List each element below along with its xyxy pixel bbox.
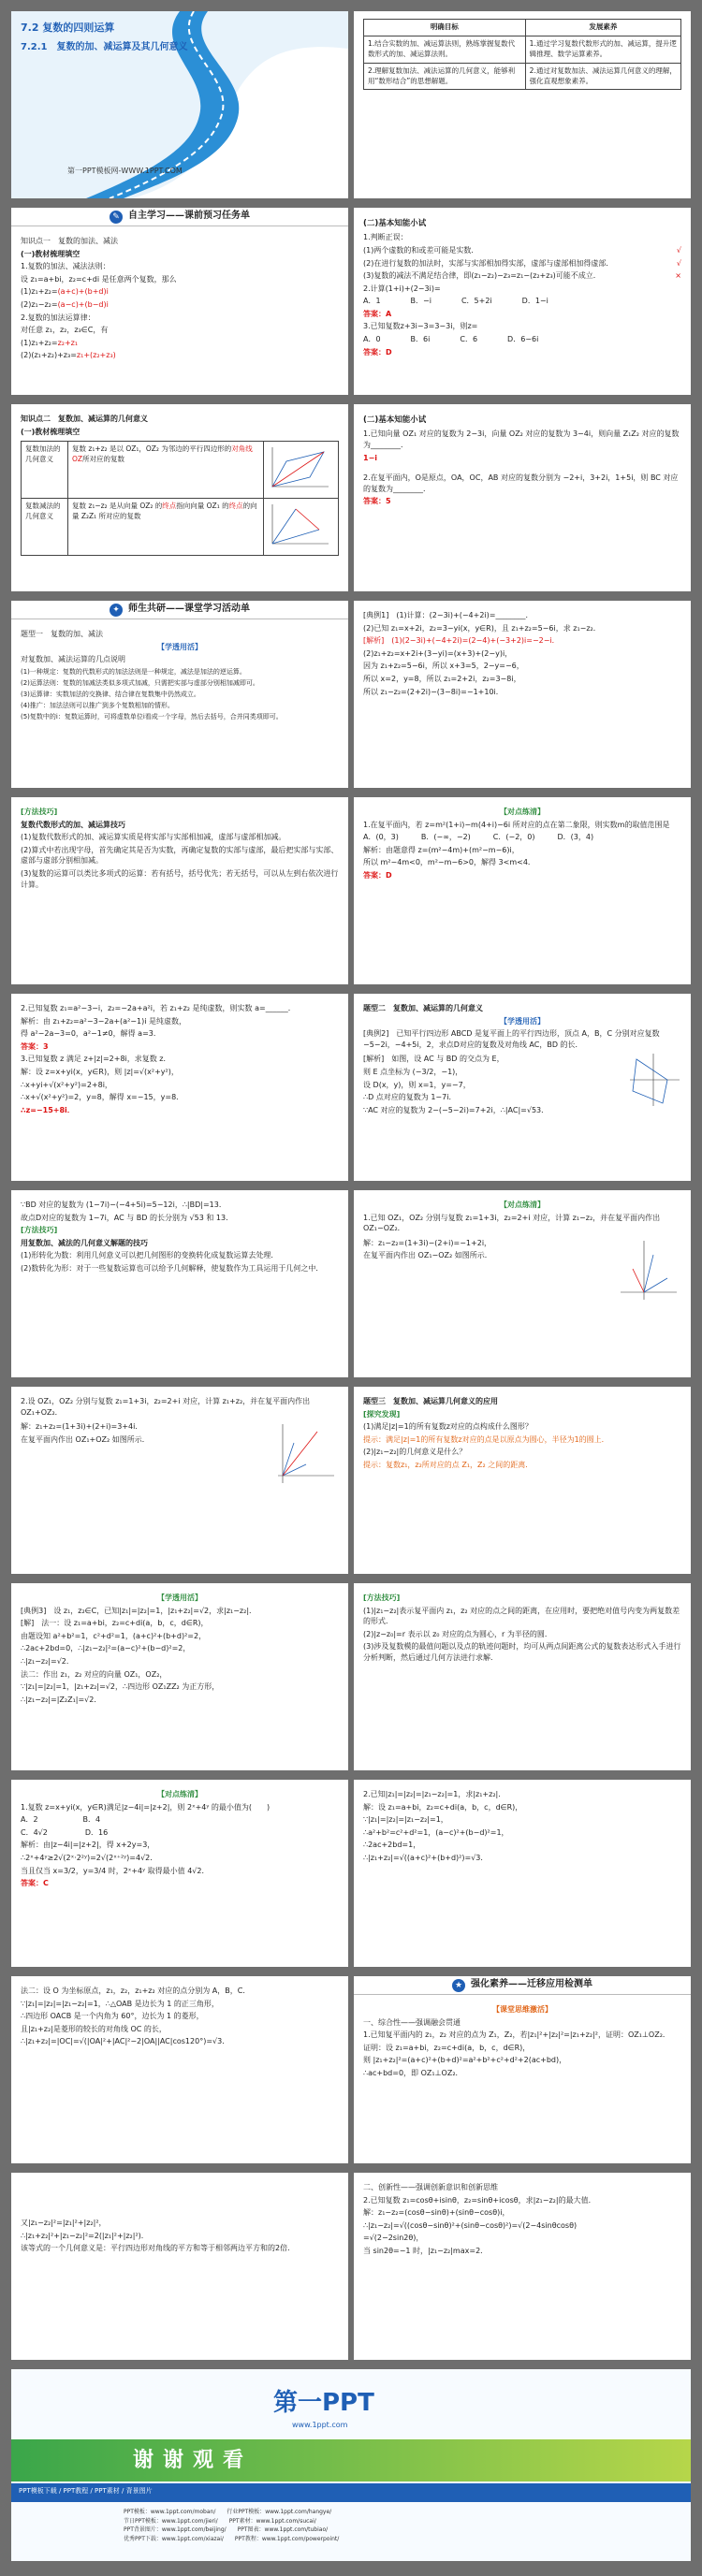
question: 2.已知复数 z₁=cosθ+isinθ，z₂=sinθ+icosθ，求|z₁−z₂|的最大值． [363,2195,596,2205]
vector-diagram [616,1236,681,1302]
thanks-text: 谢谢观看 [133,2449,254,2472]
solution: ∴a²+b²=c²+d²=1，(a−c)²+(b−d)²=1， [363,1827,509,1837]
text-line: ∴|z₁+z₂|=|OC|=√(|OA|²+|AC|²−2|OA||AC|cos120°)=√3． [21,2037,230,2046]
links-block [124,2508,339,2543]
text-line: (2)|z−z₀|=r 表示以 z₀ 对应的点为圆心，r 为半径的圆． [363,1629,552,1638]
example-question: [典例2] 已知平行四边形 ABCD 是复平面上的平行四边形，顶点 A，B，C 分别对应复数 −5−2i，−4+5i，2，求点D对应的复数及对角线 AC，BD 的长． [363,1029,660,1049]
slide-practice-1 [354,797,691,984]
options: A．0 B．6i C．6 D．6−6i [363,335,539,344]
question: (2)|z₁−z₂|的几何意义是什么？ [363,1448,467,1457]
slide-innovation [354,2173,691,2360]
solution: ∴2ac+2bd=1， [363,1841,421,1850]
subheading: (一)教材梳理填空 [21,249,80,258]
vector-diagram [264,499,339,556]
solution: 得 a²−2a−3=0，a²−1≠0，解得 a=3． [21,1029,161,1039]
teacher-icon: ✦ [110,604,123,617]
answer: 答案：D [363,347,392,357]
answer: 答案：D [363,870,392,880]
slide-reinforce [354,1976,691,2163]
slide-thanks [11,2369,691,2561]
solution: [解析] (1)(2−3i)+(−4+2i)=(2−4)+(−3+2)i=−2−i． [363,636,560,646]
link-line[interactable]: PPT模板：www.1ppt.com/moban/ 行业PPT模板：www.1ppt.com/hangye/ [124,2509,332,2515]
text-line: 2.复数的加法运算律： [21,313,95,322]
table-cell: 1.结合实数的加、减运算法则，熟练掌握复数代数形式的加、减运算法则。 [364,36,526,63]
method-badge: [方法技巧] [21,1226,58,1235]
table-cell: 2.通过对复数加法、减法运算几何意义的理解，强化直观想象素养。 [525,63,680,90]
objectives-table [363,19,681,90]
text-line: (3)涉及复数模的最值问题以及点的轨迹问题时，均可从两点间距离公式的复数表达形式入手进行分析判断，然后通过几何方法进行求解． [363,1642,681,1662]
example-question: [典例1] (1)计算：(2−3i)+(−4+2i)=________． [363,611,534,619]
fill-answer: z₁+(z₂+z₃) [76,351,116,360]
slide-self-study: ✎ 自主学习——课前预习任务单 知识点一 复数的加法、减法 (一)教材梳理填空 1.复数的加法、减法法则： 设 z₁=a+bi，z₂=c+di 是任意两个复数，那么 (1)z₁+z₂=(a+c)+(b+d)i (2)z₁−z₂=(a−c)+(b−d)i 2.复数的加法运算律： 对任意 z₁，z₂，z₃∈C，有 (1)z₁+z₂=z₂+z₁ (2)(z₁+z₂)+z₃=z₁+(z₂+z₃) [11,208,348,395]
solution: ∴|z₁−z₂|=√2． [21,1656,74,1666]
solution: ∵|z₁|=|z₂|=|z₁−z₂|=1， [363,1815,448,1825]
solution: 解：z₁−z₂=(cosθ−sinθ)+(sinθ−cosθ)i， [363,2208,510,2218]
options: A．2 B．4 [21,1815,101,1825]
slide-topic-3 [354,1387,691,1574]
answer: 答案：5 [363,497,391,506]
text-line: ∴|z₁+z₂|²+|z₁−z₂|²=2(|z₁|²+|z₂|²)． [21,2231,149,2240]
hint: 提示：复数z₁，z₂所对应的点 Z₁，Z₂ 之间的距离． [363,1460,534,1469]
solution: 所以 m²−4m<0，m²−m−6>0，解得 3<m<4． [363,858,535,867]
options: C．4√2 D．16 [21,1827,109,1837]
slide-example-1 [354,601,691,788]
solution: 当且仅当 x=3/2，y=3/4 时，2ˣ+4ʸ 取得最小值 4√2． [21,1866,210,1875]
solution: 因为 z₁+z₂=5−6i，所以 x+3=5，2−y=−6， [363,662,524,671]
section-heading: ★ 强化素养——迁移应用检测单 [354,1976,691,1995]
text-line: (5)复数中的i：复数运算时，可将虚数单位i看成一个字母，然后去括号，合并同类项即可。 [21,713,283,721]
link-line[interactable]: PPT背景图片：www.1ppt.com/beijing/ PPT图表：www.1ppt.com/tubiao/ [124,2526,329,2534]
slide-title [11,11,348,198]
slide-geometric-meaning [11,404,348,591]
solution: 解：z₁+z₂=(1+3i)+(2+i)=3+4i． [21,1422,143,1432]
col-header: 发展素养 [525,20,680,36]
slide-practice-3 [354,1190,691,1377]
slide-method-1 [11,797,348,984]
slide-objectives [354,11,691,198]
text-line: (1)复数代数形式的加、减运算实质是将实部与实部相加减，虚部与虚部相加减。 [21,833,286,842]
solution: 在复平面内作出 OZ₁−OZ₂ 如图所示． [363,1251,492,1260]
footer-text: 第一PPT模板网-WWW.1PPT.COM [67,167,183,175]
section-heading: ✦ 师生共研——课堂学习活动单 [11,601,348,619]
table-cell: 1.通过学习复数代数形式的加、减运算，提升逻辑推理、数学运算素养。 [525,36,680,63]
tf-answer: × [675,271,681,281]
question: 3.已知复数 z 满足 z+|z|=2+8i，求复数 z． [21,1055,171,1064]
solution: ∵AC 对应的复数为 2−(−5−2i)=7+2i，∴|AC|=√53． [363,1105,549,1114]
section-heading: ✎ 自主学习——课前预习任务单 [11,208,348,226]
question: 3.已知复数z+3i−3=3−3i，则z= [363,322,478,331]
solution: 当 sin2θ=−1 时，|z₁−z₂|max=2． [363,2246,489,2255]
subheading: 一、综合性——强调融会贯通 [363,2017,461,2027]
text-line: (2)运算法则：复数的加减法类似多项式加减，只需把实部与虚部分别相加减即可。 [21,678,259,687]
table-cell: 复数 z₁−z₂ 是从向量 OZ₂ 的终点指向向量 OZ₁ 的终点的向量 Z₂Z₁ 所对应的复数 [68,499,264,556]
vector-sum-diagram [273,1419,339,1485]
text-line: 故点D对应的复数为 1−7i，AC 与 BD 的长分别为 √53 和 13． [21,1213,234,1222]
answer: 答案：C [21,1879,49,1888]
solution: 证明：设 z₁=a+bi，z₂=c+di(a，b，c，d∈R)， [363,2043,531,2052]
badge: 【学透用活】 [500,1016,545,1026]
slide-practice-2 [11,994,348,1181]
col-header: 明确目标 [364,20,526,36]
badge: 【对点练清】 [500,808,545,816]
question: 2.已知|z₁|=|z₂|=|z₁−z₂|=1，求|z₁+z₂|． [363,1790,506,1798]
subheading: (二)基本知能小试 [363,415,427,425]
explore-badge: [探究发现] [363,1409,401,1419]
solution: 解析：由|z−4i|=|z+2|，得 x+2y=3， [21,1841,155,1850]
row-label: 复数减法的几何意义 [22,499,68,556]
example-question: (2)已知 z₁=x+2i，z₂=3−yi(x，y∈R)，且 z₁+z₂=5−6i，求 z₁−z₂． [363,623,601,633]
solution: ∴|z₁−z₂|=|Z₂Z₁|=√2． [21,1695,102,1704]
solution: 所以 x=2，y=8，所以 z₁=2+2i，z₂=3−8i， [363,674,521,683]
text-line: ∵BD 对应的复数为 (1−7i)−(−4+5i)=5−12i，∴|BD|=13． [21,1201,227,1209]
question: 1.在复平面内，若 z=m²(1+i)−m(4+i)−6i 所对应的点在第二象限，则实数m的取值范围是 [363,820,670,829]
parallelogram-abcd-diagram [625,1052,681,1108]
text-line: ∵|z₁|=|z₂|=|z₁−z₂|=1，∴△OAB 是边长为 1 的正三角形， [21,1999,219,2008]
text-line: 1.复数的加法、减法法则： [21,262,110,271]
text-line: 法二：设 O 为坐标原点，z₁，z₂，z₁+z₂ 对应的点分别为 A，B，C． [21,1987,251,1995]
book-icon: ✎ [110,211,123,224]
parallelogram-diagram [264,442,339,499]
fill-answer: (a+c)+(b+d)i [57,287,109,297]
solution: 则 |z₁+z₂|²=(a+c)²+(b+d)²=a²+b²+c²+d²+2(ac+bd)， [363,2056,567,2065]
text-line: 设 z₁=a+bi，z₂=c+di 是任意两个复数，那么 [21,274,177,284]
slide-method-3 [354,1583,691,1770]
tf-answer: √ [676,258,681,268]
badge: 【课堂思维激活】 [492,2005,552,2014]
question: 1.已知向量 OZ₁ 对应的复数为 2−3i，向量 OZ₂ 对应的复数为 3−4i，则向量 Z₁Z₂ 对应的复数为________． [363,429,680,449]
tf-answer: √ [676,245,681,255]
row-label: 复数加法的几何意义 [22,442,68,499]
link-line[interactable]: 节日PPT模板：www.1ppt.com/jieri/ PPT素材：www.1ppt.com/sucai/ [124,2517,316,2525]
solution: 由题设知 a²+b²=1，c²+d²=1，(a+c)²+(b+d)²=2， [21,1631,207,1640]
slide-practice-6 [354,1780,691,1967]
text-line: (3)复数的运算可以类比多项式的运算：若有括号，括号优先；若无括号，可以从左到右依次进行计算。 [21,868,339,889]
subheading: (一)教材梳理填空 [21,427,80,436]
title-main: 7.2 复数的四则运算 [21,22,115,34]
topic-title: 题型二 复数加、减运算的几何意义 [363,1004,483,1012]
options: A．(0，3) B．(−∞，−2) C．(−2，0) D．(3，4) [363,833,594,842]
star-icon: ★ [452,1979,465,1992]
download-bar: PPT模板下载 / PPT教程 / PPT素材 / 背景图片 [11,2483,691,2502]
question: 2.计算(1+i)+(2−3i)= [363,284,441,293]
solution: ∵|z₁|=|z₂|=1，|z₁+z₂|=√2，∴四边形 OZ₁ZZ₂ 为正方形， [21,1682,220,1692]
solution: 在复平面内作出 OZ₁+OZ₂ 如图所示． [21,1434,150,1444]
question: 1.复数 z=x+yi(x，y∈R)满足|z−4i|=|z+2|，则 2ˣ+4ʸ 的最小值为( ) [21,1802,271,1812]
title-sub: 7.2.1 复数的加、减运算及其几何意义 [21,41,188,52]
brand-logo: 第一PPT [273,2389,374,2417]
badge: 【学透用活】 [157,1594,202,1602]
text-line: 对复数加、减法运算的几点说明 [21,655,125,664]
text-line: ∴四边形 OACB 是一个内角为 60°，边长为 1 的菱形， [21,2012,204,2021]
solution: ∴D 点对应的复数为 1−7i． [363,1093,457,1102]
question: (1)满足|z|=1的所有复数z对应的点构成什么图形？ [363,1422,533,1432]
slide-proof-cont [11,2173,348,2360]
solution: ∴|z₁−z₂|=√((cosθ−sinθ)²+(sinθ−cosθ)²)=√(2−4sinθcosθ) [363,2220,578,2230]
solution: 所以 z₁−z₂=(2+2i)−(3−8i)=−1+10i． [363,687,504,696]
answer: 1−i [363,453,378,462]
question: 1.判断正误： [363,233,408,242]
slide-practice-7 [11,1976,348,2163]
text-line: 该等式的一个几何意义是：平行四边形对角线的平方和等于相邻两边平方和的2倍． [21,2244,296,2253]
solution: ∴|z₁+z₂|=√((a+c)²+(b+d)²)=√3． [363,1853,489,1862]
text-line: (4)推广：加法法则可以推广到多个复数相加的情形。 [21,702,174,710]
fill-answer: (a−c)+(b−d)i [57,299,109,309]
green-band [11,2439,691,2481]
badge: 【对点练清】 [157,1790,202,1798]
text-line: (1)一种规定：复数的代数形式的加法法则是一种规定，减法是加法的逆运算。 [21,667,246,676]
options: A．1 B．−i C．5+2i D．1−i [363,297,548,306]
method-badge: [方法技巧] [363,1594,401,1602]
hint: 提示：满足|z|=1的所有复数z对应的点是以原点为圆心，半径为1的圆上． [363,1434,609,1444]
solution: ∴2ac+2bd=0，∴|z₁−z₂|²=(a−c)²+(b−d)²=2， [21,1644,191,1653]
text-line: 对任意 z₁，z₂，z₃∈C，有 [21,326,109,335]
solution: ∴x+yi+√(x²+y²)=2+8i， [21,1080,112,1089]
solution: =√(2−2sin2θ)， [363,2234,424,2243]
method-title: 用复数加、减法的几何意义解题的技巧 [21,1238,148,1247]
slide-topic-2 [354,994,691,1181]
question: 2.在复平面内，O是原点，OA，OC，AB 对应的复数分别为 −2+i，3+2i，1+5i，则 BC 对应的复数为________． [363,473,679,493]
text-line: (1)形转化为数：利用几何意义可以把几何图形的变换转化成复数运算去处理． [21,1251,279,1260]
subheading: (二)基本知能小试 [363,219,427,228]
brand-url: www.1ppt.com [292,2421,348,2429]
slide-quick-test-1: (二)基本知能小试 1.判断正误： (1)两个虚数的和或差可能是实数． √ (2)在进行复数的加法时，实部与实部相加得实部，虚部与虚部相加得虚部． √ (3)复数的减法不满足结合律，即(z₁−z₂)−z₃=z₁−(z₂+z₃)可能不成立． × 2.计算(1+i)+(2−3i)= A．1 B．−i C．5+2i D．1−i 答案：A 3.已知复数z+3i−3=3−3i，则z= A．0 B．6i C．6 D．6−6i 答案：D [354,208,691,395]
slide-class-study [11,601,348,788]
text-line: (2)算式中若出现字母，首先确定其是否为实数，再确定复数的实部与虚部，最后把实部与实部、虚部与虚部分别相加减。 [21,845,339,866]
solution: 解析：由题意得 z=(m²−4m)+(m²−m−6)i， [363,845,519,854]
table-cell: 复数 z₁+z₂ 是以 OZ₁，OZ₂ 为邻边的平行四边形的对角线 OZ所对应的复数 [68,442,264,499]
slide-practice-4 [11,1387,348,1574]
knowledge-point: 知识点二 复数加、减运算的几何意义 [21,415,148,423]
solution: [解] 法一：设 z₁=a+bi，z₂=c+di(a，b，c，d∈R)， [21,1619,209,1628]
solution: (2)z₁+z₂=x+2i+(3−yi)=(x+3)+(2−y)i， [363,648,513,658]
answer: ∴z=−15+8i． [21,1105,75,1114]
badge: 【学透用活】 [157,642,202,651]
slide-example-3 [11,1583,348,1770]
fill-answer: z₂+z₁ [57,338,79,347]
solution: 法二：作出 z₁，z₂ 对应的向量 OZ₁，OZ₂， [21,1669,168,1679]
slide-method-2 [11,1190,348,1377]
subheading: 二、创新性——强调创新意识和创新思维 [363,2183,498,2191]
knowledge-point: 知识点一 复数的加法、减法 [21,237,118,245]
question: 2.设 OZ₁，OZ₂ 分别与复数 z₁=1+3i，z₂=2+i 对应，计算 z₁+z₂，并在复平面内作出 OZ₁+OZ₂． [21,1397,311,1417]
slide-quick-test-2 [354,404,691,591]
text-line: (2)数转化为形：对于一些复数运算也可以给予几何解释，使复数作为工具运用于几何之中． [21,1263,324,1273]
method-badge: [方法技巧] [21,808,58,816]
text-line: 又|z₁−z₂|²=|z₁|²+|z₂|²， [21,2219,107,2227]
solution: ∴ac+bd=0，即 OZ₁⊥OZ₂． [363,2068,463,2077]
solution: 解：设 z₁=a+bi，z₂=c+di(a，b，c，d∈R)， [363,1802,523,1812]
question: 1.已知复平面内的 z₁，z₂ 对应的点为 Z₁，Z₂，若|z₁|²+|z₂|²=|z₁+z₂|²，证明：OZ₁⊥OZ₂． [363,2030,670,2040]
meaning-table [21,441,339,556]
solution: [解析] 如图，设 AC 与 BD 的交点为 E， [363,1055,505,1064]
topic-title: 题型三 复数加、减运算几何意义的应用 [363,1397,498,1405]
solution: ∴2ˣ+4ʸ≥2√(2ˣ·2²ʸ)=2√(2ˣ⁺²ʸ)=4√2． [21,1853,158,1862]
example-question: [典例3] 设 z₁，z₂∈C，已知|z₁|=|z₂|=1，|z₁+z₂|=√2，求|z₁−z₂|． [21,1606,257,1615]
slide-practice-5 [11,1780,348,1967]
text-line: 且|z₁+z₂|是菱形的较长的对角线 OC 的长， [21,2024,167,2033]
text-line: (1)|z₁−z₂|表示复平面内 z₁，z₂ 对应的点之间的距离，在应用时，要把绝对值号内变为两复数差的形式． [363,1606,680,1626]
solution: ∴x+√(x²+y²)=2，y=8，解得 x=−15，y=8． [21,1093,184,1102]
solution: 则 E 点坐标为 (−3/2，−1)， [363,1067,463,1076]
solution: 设 D(x，y)，则 x=1，y=−7， [363,1080,471,1089]
question: 2.已知复数 z₁=a²−3−i，z₂=−2a+a²i，若 z₁+z₂ 是纯虚数，则实数 a=______． [21,1004,296,1012]
text-line: (3)运算律：实数加法的交换律、结合律在复数集中仍然成立。 [21,691,200,699]
answer: 答案：3 [21,1041,49,1051]
link-line[interactable]: 优秀PPT下载：www.1ppt.com/xiazai/ PPT教程：www.1ppt.com/powerpoint/ [124,2535,340,2542]
answer: 答案：A [363,309,392,318]
table-cell: 2.理解复数加法、减法运算的几何意义，能够利用“数形结合”的思想解题。 [364,63,526,90]
badge: 【对点练清】 [500,1201,545,1209]
solution: 解：z₁−z₂=(1+3i)−(2+i)=−1+2i， [363,1238,492,1247]
solution: 解析：由 z₁+z₂=a²−3−2a+(a²−1)i 是纯虚数， [21,1016,186,1026]
question: 1.已知 OZ₁，OZ₂ 分别与复数 z₁=1+3i，z₂=2+i 对应，计算 z₁−z₂，并在复平面内作出 OZ₁−OZ₂． [363,1213,661,1233]
solution: 解：设 z=x+yi(x，y∈R)，则 |z|=√(x²+y²)， [21,1067,179,1076]
method-title: 复数代数形式的加、减运算技巧 [21,820,125,829]
topic-title: 题型一 复数的加、减法 [21,630,103,638]
